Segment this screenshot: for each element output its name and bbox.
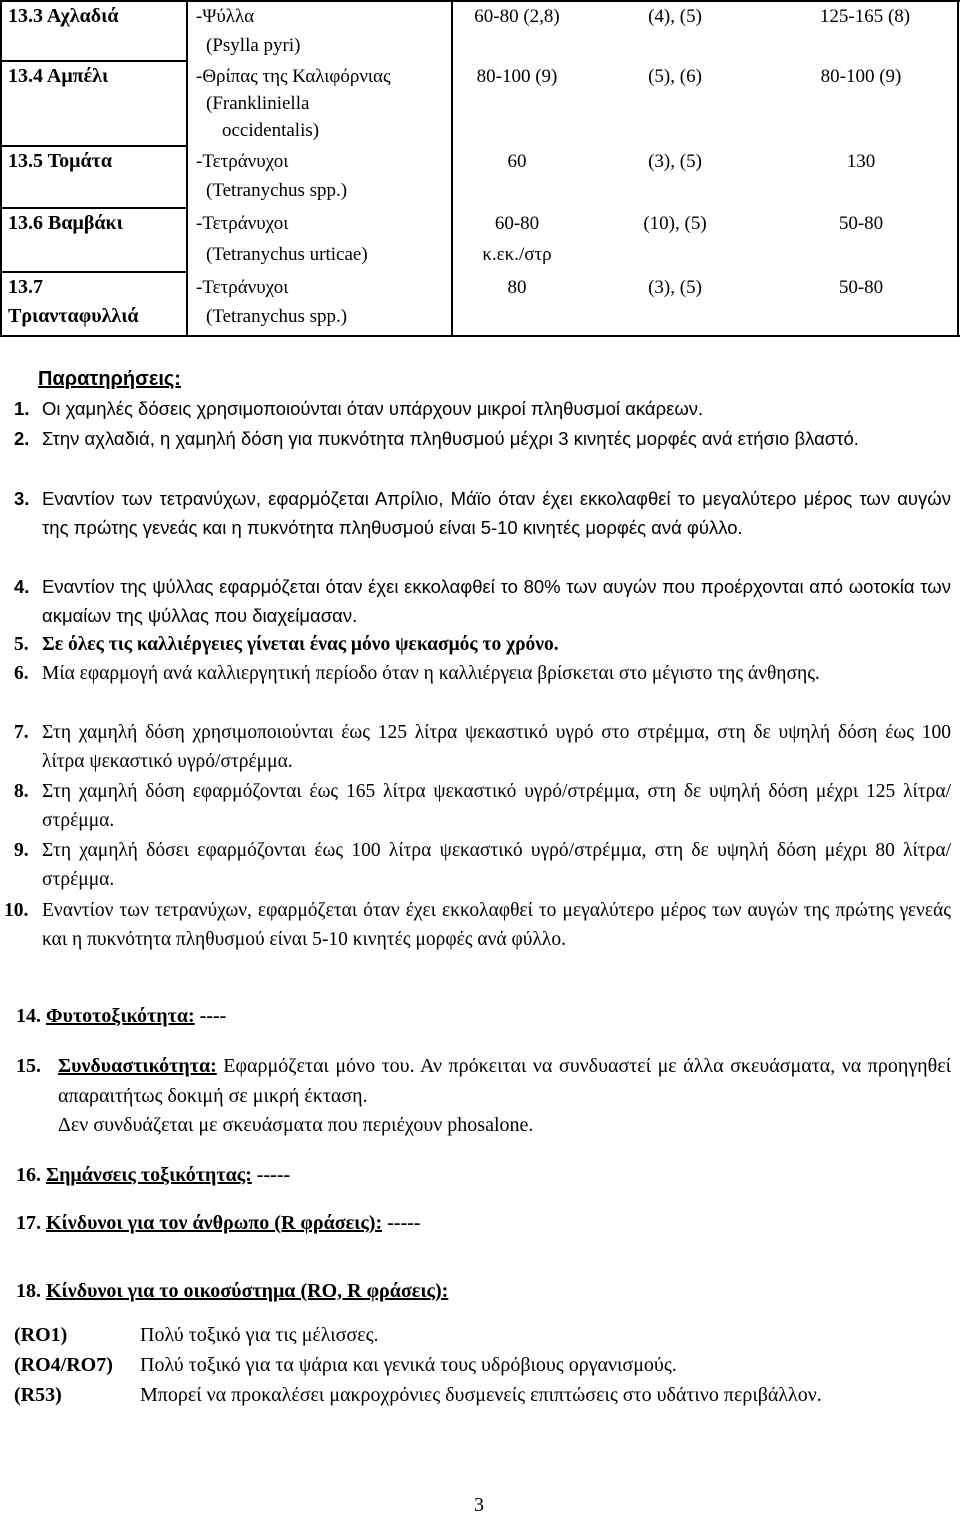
volume-cell: 125-165 (8): [819, 6, 911, 27]
note-text: Στη χαμηλή δόσει εφαρμόζονται έως 100 λίτρα ψεκαστικό υγρό/στρέμμα, στη δε υψηλή δόση μέχρι 80 λίτρα/στρέμμα.: [42, 840, 951, 890]
section-value: ----: [199, 1005, 227, 1027]
note-number: 8.: [14, 781, 29, 802]
notes-ref-cell: (3), (5): [648, 151, 702, 172]
section-human-risks: [16, 1208, 420, 1238]
note-number: 2.: [14, 428, 30, 449]
note-text: Εναντίον των τετρανύχων, εφαρμόζεται όταν έχει εκκολαφθεί το μεγαλύτερο μέρος των αυγών της πρώτης γενεάς και η πυκνότητα πληθυσμού είναι 5-10 κινητές μορφές ανά φύλλο.: [42, 900, 951, 950]
section-heading: Κίνδυνοι για το οικοσύστημα (RO, R φράσεις):: [46, 1280, 449, 1302]
crop-cell: 13.6 Βαμβάκι: [8, 212, 123, 234]
crop-cell: 13.7: [8, 276, 43, 298]
section-text: Εφαρμόζεται μόνο του. Αν πρόκειται να συνδυαστεί με άλλα σκευάσματα, να προηγηθεί απαραιτήτως δοκιμή σε μικρή έκταση.: [58, 1055, 951, 1107]
crop-cell: 13.5 Τομάτα: [8, 150, 113, 172]
dose-cell: 60-80: [494, 213, 540, 234]
section-heading: Σημάνσεις τοξικότητας:: [46, 1164, 252, 1186]
volume-cell: 80-100 (9): [820, 66, 902, 87]
note-item: [14, 424, 951, 453]
risk-code: (RO4/RO7): [14, 1354, 113, 1376]
notes-ref-cell: (5), (6): [648, 66, 702, 87]
section-number: 18.: [16, 1280, 41, 1302]
note-item: [14, 836, 951, 894]
note-text: Σε όλες τις καλλιέργειες γίνεται ένας μόνο ψεκασμός το χρόνο.: [42, 634, 559, 655]
risk-code: (R53): [14, 1384, 62, 1406]
section-heading: Φυτοτοξικότητα:: [46, 1005, 195, 1027]
dose-cell: 60-80 (2,8): [474, 6, 560, 27]
section-compatibility-note: [58, 1110, 951, 1140]
volume-cell: 50-80: [838, 213, 884, 234]
crop-cell: 13.4 Αμπέλι: [8, 65, 109, 87]
risk-code: (RO1): [14, 1324, 68, 1346]
pest-cell: -Ψύλλα: [196, 6, 255, 27]
note-number: 5.: [14, 634, 29, 655]
note-text: Οι χαμηλές δόσεις χρησιμοποιούνται όταν υπάρχουν μικροί πληθυσμοί ακάρεων.: [42, 398, 704, 419]
note-item: [14, 777, 951, 835]
pest-cell: -Τετράνυχοι: [196, 213, 289, 234]
pest-cell: -Τετράνυχοι: [196, 151, 289, 172]
dose-cell: 60: [507, 151, 527, 172]
note-item: [14, 572, 951, 630]
note-item: [14, 630, 951, 659]
risk-text: Πολύ τοξικό για τα ψάρια και γενικά τους υδρόβιους οργανισμούς.: [140, 1354, 677, 1376]
notes-title: Παρατηρήσεις:: [38, 368, 181, 390]
note-number: 9.: [14, 840, 29, 861]
pest-scientific: (Tetranychus urticae): [206, 244, 368, 265]
section-eco-risks: [16, 1276, 448, 1306]
section-compatibility: [16, 1051, 41, 1081]
section-number: 16.: [16, 1164, 41, 1186]
note-text: Εναντίον των τετρανύχων, εφαρμόζεται Απρίλιο, Μάϊο όταν έχει εκκολαφθεί το μεγαλύτερο μέρος των αυγών της πρώτης γενεάς και η πυκνότητα πληθυσμού είναι 5-10 κινητές μορφές ανά φύλλο.: [42, 488, 951, 538]
section-number: 15.: [16, 1055, 41, 1077]
section-compatibility-body: [58, 1051, 951, 1111]
note-text: Στη χαμηλή δόση χρησιμοποιούνται έως 125 λίτρα ψεκαστικό υγρό στο στρέμμα, στη δε υψηλή δόση έως 100 λίτρα ψεκαστικό υγρό/στρέμμα.: [42, 722, 951, 772]
volume-cell: 50-80: [838, 277, 884, 298]
notes-ref-cell: (3), (5): [648, 277, 702, 298]
note-text: Στην αχλαδιά, η χαμηλή δόση για πυκνότητα πληθυσμού μέχρι 3 κινητές μορφές ανά ετήσιο βλαστό.: [42, 428, 859, 449]
section-text: Δεν συνδυάζεται με σκευάσματα που περιέχουν phosalone.: [58, 1114, 534, 1136]
pest-scientific: (Tetranychus spp.): [206, 306, 348, 327]
note-text: Μία εφαρμογή ανά καλλιεργητική περίοδο όταν η καλλιέργεια βρίσκεται στο μέγιστο της άνθησης.: [42, 663, 820, 684]
notes-ref-cell: (4), (5): [648, 6, 702, 27]
section-value: -----: [256, 1164, 291, 1186]
section-phytotoxicity: [16, 1001, 226, 1031]
section-value: -----: [387, 1212, 421, 1234]
pest-cell: -Θρίπας της Καλιφόρνιας: [196, 66, 391, 87]
pest-scientific: (Frankliniella: [206, 93, 310, 114]
note-item: [14, 394, 951, 423]
note-item: [4, 896, 951, 954]
dose-cell: 80: [507, 277, 527, 298]
risk-text: Πολύ τοξικό για τις μέλισσες.: [140, 1324, 379, 1346]
pest-scientific: (Psylla pyri): [206, 35, 301, 56]
crop-cell: 13.3 Αχλαδιά: [8, 5, 119, 27]
section-heading: Κίνδυνοι για τον άνθρωπο (R φράσεις):: [46, 1212, 383, 1234]
note-number: 10.: [4, 900, 29, 921]
note-number: 4.: [14, 576, 30, 597]
note-number: 7.: [14, 722, 29, 743]
section-toxicity-labels: [16, 1160, 290, 1190]
note-item: [14, 718, 951, 776]
page-number: 3: [474, 1494, 484, 1516]
section-heading: Συνδυαστικότητα:: [58, 1055, 217, 1077]
section-number: 14.: [16, 1005, 41, 1027]
dose-unit: κ.εκ./στρ: [482, 244, 552, 265]
note-item: [14, 659, 951, 688]
note-text: Εναντίον της ψύλλας εφαρμόζεται όταν έχει εκκολαφθεί το 80% των αυγών που προέρχονται από ωοτοκία των ακμαίων της ψύλλας που διαχείμασαν.: [42, 576, 951, 626]
note-item: [14, 484, 951, 542]
note-number: 1.: [14, 398, 30, 419]
pest-scientific: (Tetranychus spp.): [206, 180, 348, 201]
section-number: 17.: [16, 1212, 41, 1234]
notes-ref-cell: (10), (5): [643, 213, 707, 234]
crop-cell: Τριανταφυλλιά: [8, 305, 139, 327]
risk-text: Μπορεί να προκαλέσει μακροχρόνιες δυσμενείς επιπτώσεις στο υδάτινο περιβάλλον.: [140, 1384, 822, 1406]
dosage-table: [0, 0, 960, 337]
note-number: 3.: [14, 488, 30, 509]
volume-cell: 130: [846, 151, 876, 172]
note-text: Στη χαμηλή δόση εφαρμόζονται έως 165 λίτρα ψεκαστικό υγρό/στρέμμα, στη δε υψηλή δόση μέχρι 125 λίτρα/στρέμμα.: [42, 781, 951, 831]
dose-cell: 80-100 (9): [476, 66, 558, 87]
note-number: 6.: [14, 663, 29, 684]
pest-cell: -Τετράνυχοι: [196, 277, 289, 298]
pest-scientific: occidentalis): [222, 120, 320, 141]
